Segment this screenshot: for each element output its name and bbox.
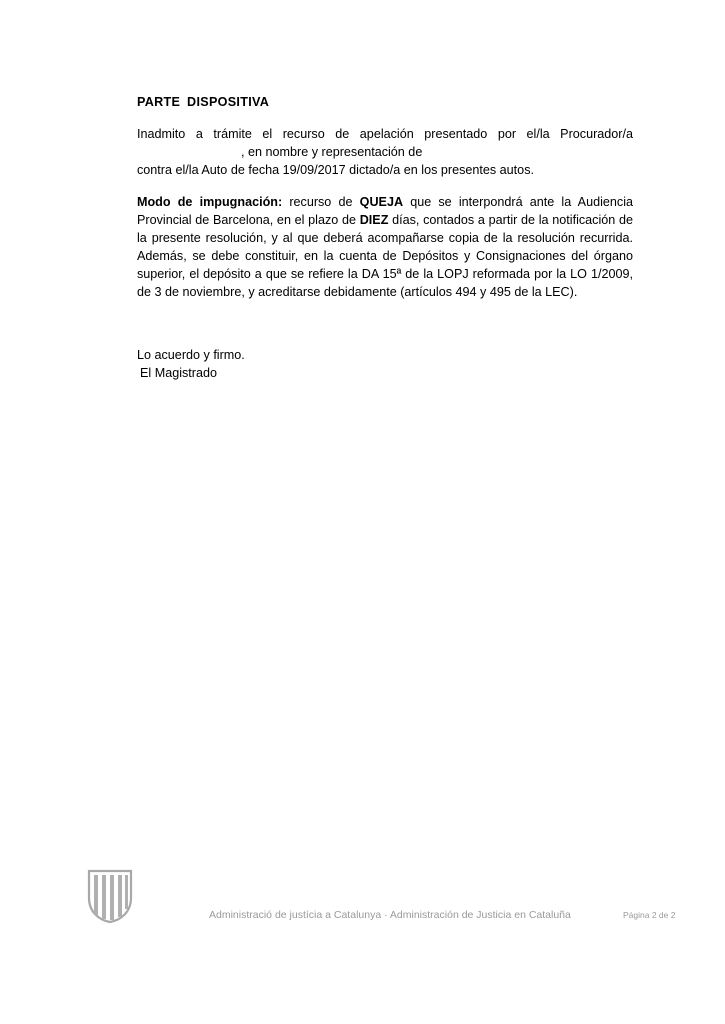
footer-institution: Administració de justícia a Catalunya · Administración de Justicia en Cataluña — [209, 909, 571, 921]
page-number: Página 2 de 2 — [623, 910, 676, 920]
signatory: El Magistrado — [140, 366, 217, 380]
resolution-line-1: Inadmito a trámite el recurso de apelación presentado por el/la Procurador/a — [137, 127, 633, 141]
resolution-line-2: , en nombre y representación de — [241, 145, 423, 159]
appeal-line-5: superior, el depósito a que se refiere la DA 15ª de la LOPJ reformada por la LO 1/2009, — [137, 267, 633, 281]
appeal-line-3: la presente resolución, y al que deberá acompañarse copia de la resolución recurrida. — [137, 231, 633, 245]
catalan-government-seal-icon — [86, 868, 134, 924]
appeal-paragraph — [137, 193, 633, 301]
resolution-paragraph — [137, 125, 633, 179]
appeal-line-1-a: recurso de — [282, 195, 360, 209]
appeal-line-1 — [137, 193, 633, 211]
resolution-line-3: contra el/la Auto de fecha 19/09/2017 dictado/a en los presentes autos. — [137, 163, 534, 177]
appeal-line-2-b: días, contados a partir de la notificación de — [388, 213, 633, 227]
closing-line: Lo acuerdo y firmo. — [137, 348, 245, 362]
appeal-line-6: de 3 de noviembre, y acreditarse debidamente (artículos 494 y 495 de la LEC). — [137, 285, 578, 299]
appeal-deadline: DIEZ — [359, 213, 389, 227]
section-heading: PARTE DISPOSITIVA — [137, 95, 270, 109]
appeal-line-2 — [137, 211, 633, 229]
appeal-label: Modo de impugnación: — [137, 195, 283, 209]
appeal-line-4: Además, se debe constituir, en la cuenta de Depósitos y Consignaciones del órgano — [137, 249, 633, 263]
appeal-type: QUEJA — [359, 195, 404, 209]
appeal-line-2-a: Provincial de Barcelona, en el plazo de — [137, 213, 360, 227]
closing-block — [137, 346, 633, 382]
appeal-line-1-b: que se interpondrá ante la Audiencia — [403, 195, 633, 209]
